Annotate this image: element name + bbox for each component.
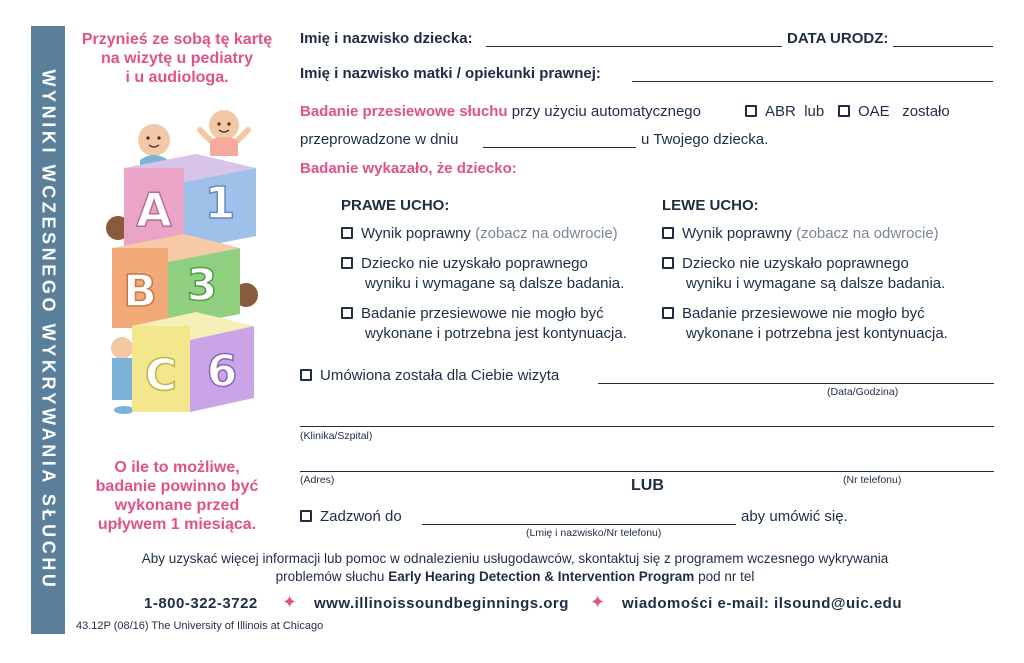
mother-name-field[interactable] (632, 65, 993, 82)
info-line: Aby uzyskać więcej informacji lub pomoc w odnalezieniu usługodawców, skontaktuj się z programem wczesnego wykrywania (141, 551, 889, 566)
left-ear-refer-checkbox[interactable] (662, 257, 674, 269)
left-ear-incomplete-option[interactable] (662, 304, 948, 344)
screening-mid: przy użyciu automatycznego (511, 103, 701, 120)
star-separator-icon: ✦ (282, 592, 298, 612)
call-suffix: aby umówić się. (741, 508, 848, 525)
left-ear-heading: LEWE UCHO: (662, 197, 759, 214)
side-banner (31, 26, 65, 634)
left-ear-pass-option[interactable] (662, 224, 939, 244)
clinic-field[interactable] (300, 410, 994, 427)
option-text: Badanie przesiewowe nie mogło być (682, 305, 925, 322)
abr-option[interactable] (745, 103, 824, 120)
appointment-checkbox[interactable] (300, 369, 312, 381)
asap-note-line: O ile to możliwe, (114, 459, 240, 476)
clinic-caption: (Klinika/Szpital) (300, 430, 373, 442)
star-separator-icon: ✦ (590, 592, 606, 612)
appointment-datetime-field[interactable] (598, 367, 994, 384)
baby-top-right-icon (200, 110, 248, 156)
bring-card-line: na wizytę u pediatry (100, 50, 254, 67)
mother-name-label: Imię i nazwisko matki / opiekunki prawnej: (300, 65, 601, 82)
program-name: Early Hearing Detection & Intervention Program (388, 569, 695, 584)
side-banner-title: WYNIKI WCZESNEGO WYKRYWANIA SŁUCHU (38, 69, 59, 591)
was-word: zostało (902, 103, 950, 120)
svg-text:1: 1 (204, 178, 236, 229)
screening-lead: Badanie przesiewowe słuchu (300, 103, 508, 120)
asap-note-line: badanie powinno być (95, 478, 259, 495)
right-ear-heading: PRAWE UCHO: (341, 197, 450, 214)
or-divider: LUB (631, 477, 664, 494)
block-b3-icon (112, 234, 240, 328)
performed-on-label: przeprowadzone w dniu (300, 131, 459, 148)
bring-card-line: Przynieś ze sobą tę kartę (81, 31, 273, 48)
datetime-caption: (Data/Godzina) (827, 386, 899, 398)
left-ear-pass-checkbox[interactable] (662, 227, 674, 239)
option-text-cont: wyniku i wymagane są dalsze badania. (686, 275, 946, 292)
asap-note-line: wykonane przed (114, 497, 240, 514)
bring-card-note (68, 30, 286, 87)
svg-text:A: A (136, 183, 172, 237)
oae-label: OAE (858, 103, 890, 120)
email-link[interactable]: ilsound@uic.edu (774, 595, 903, 612)
screening-sentence (300, 103, 701, 120)
option-text-cont: wykonane i potrzebna jest kontynuacja. (686, 325, 948, 342)
phone-number: 1-800-322-3722 (144, 595, 258, 612)
bring-card-line: i u audiologa. (125, 69, 229, 86)
or-word: lub (804, 103, 825, 120)
right-ear-refer-checkbox[interactable] (341, 257, 353, 269)
block-c6-icon (132, 312, 254, 412)
address-caption: (Adres) (300, 474, 335, 486)
info-text: pod nr tel (698, 569, 755, 584)
abr-checkbox[interactable] (745, 105, 757, 117)
right-ear-pass-checkbox[interactable] (341, 227, 353, 239)
call-option[interactable] (300, 508, 402, 525)
right-ear-incomplete-option[interactable] (341, 304, 627, 344)
website-link[interactable]: www.illinoissoundbeginnings.org (314, 595, 569, 612)
dob-field[interactable] (893, 30, 993, 47)
screening-date-field[interactable] (483, 131, 636, 148)
call-checkbox[interactable] (300, 510, 312, 522)
option-text: Dziecko nie uzyskało poprawnego (682, 255, 909, 272)
right-ear-refer-option[interactable] (341, 254, 624, 294)
call-caption: (Lmię i nazwisko/Nr telefonu) (526, 527, 662, 539)
option-text-cont: wykonane i potrzebna jest kontynuacja. (365, 325, 627, 342)
call-contact-field[interactable] (422, 508, 736, 525)
left-ear-incomplete-checkbox[interactable] (662, 307, 674, 319)
dob-label: DATA URODZ: (787, 30, 889, 47)
call-label: Zadzwoń do (320, 508, 402, 525)
info-line-2 (80, 568, 950, 586)
option-text: Wynik poprawny (682, 225, 792, 242)
phone-caption: (Nr telefonu) (843, 474, 902, 486)
email-line (622, 595, 902, 612)
oae-checkbox[interactable] (838, 105, 850, 117)
asap-note-line: upływem 1 miesiąca. (97, 516, 257, 533)
option-text: Wynik poprawny (361, 225, 471, 242)
child-name-field[interactable] (486, 30, 782, 47)
option-text-cont: wyniku i wymagane są dalsze badania. (365, 275, 625, 292)
option-note: (zobacz na odwrocie) (796, 225, 939, 242)
appointment-label: Umówiona została dla Ciebie wizyta (320, 367, 560, 384)
svg-text:6: 6 (206, 346, 238, 397)
oae-option[interactable] (838, 103, 950, 120)
svg-text:3: 3 (186, 260, 218, 311)
form-id: 43.12P (08/16) The University of Illinois at Chicago (76, 620, 324, 632)
svg-text:B: B (123, 266, 157, 317)
result-heading: Badanie wykazało, że dziecko: (300, 160, 517, 177)
appointment-option[interactable] (300, 367, 559, 384)
right-ear-pass-option[interactable] (341, 224, 618, 244)
email-label: wiadomości e-mail: (622, 595, 770, 612)
info-paragraph (80, 550, 950, 586)
baby-blocks-illustration (96, 100, 266, 446)
asap-note (68, 458, 286, 534)
option-text: Badanie przesiewowe nie mogło być (361, 305, 604, 322)
address-field[interactable] (300, 455, 994, 472)
option-text: Dziecko nie uzyskało poprawnego (361, 255, 588, 272)
info-text: problemów słuchu (275, 569, 385, 584)
right-ear-incomplete-checkbox[interactable] (341, 307, 353, 319)
abr-label: ABR (765, 103, 796, 120)
your-child-text: u Twojego dziecka. (641, 131, 769, 148)
child-name-label: Imię i nazwisko dziecka: (300, 30, 473, 47)
svg-text:C: C (144, 350, 178, 401)
left-ear-refer-option[interactable] (662, 254, 945, 294)
option-note: (zobacz na odwrocie) (475, 225, 618, 242)
